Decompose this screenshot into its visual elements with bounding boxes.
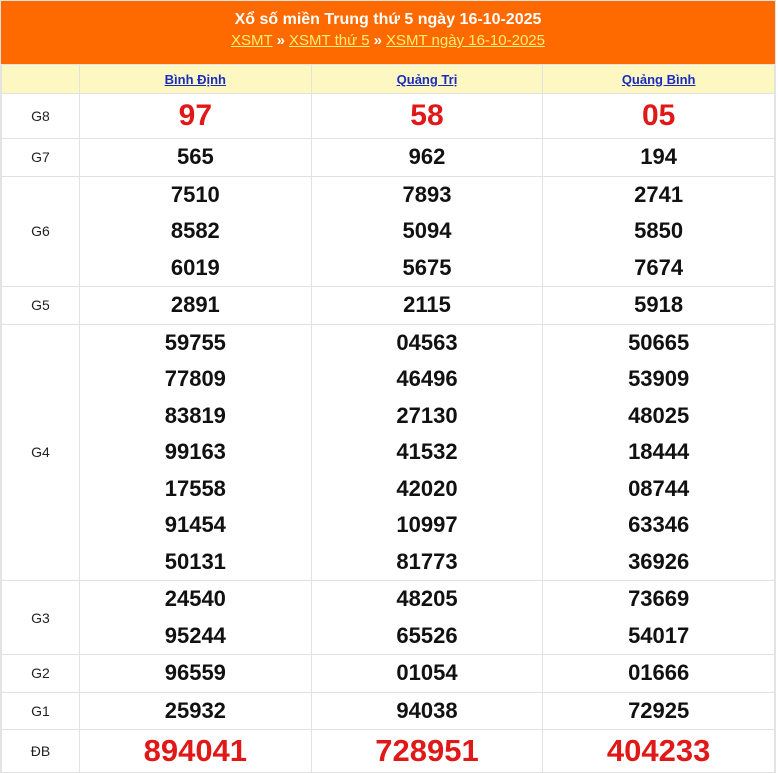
prize-number: 728951 <box>375 733 479 768</box>
prize-number: 404233 <box>606 733 711 768</box>
page-title: Xổ số miền Trung thứ 5 ngày 16-10-2025 <box>234 11 542 28</box>
breadcrumb-xsmt-thu-5[interactable]: XSMT thứ 5 <box>289 32 370 49</box>
prize-cell <box>311 324 543 581</box>
results-body <box>2 94 775 773</box>
prize-number: 54017 <box>628 622 690 648</box>
breadcrumb-separator: » <box>276 32 286 49</box>
prize-number: 41532 <box>396 439 458 464</box>
prize-number: 36926 <box>628 548 690 574</box>
prize-number: 7674 <box>634 254 684 280</box>
prize-cell <box>80 287 312 325</box>
prize-number: 72925 <box>628 697 690 723</box>
prize-number: 42020 <box>396 475 458 501</box>
prize-cell <box>311 287 543 325</box>
prize-number: 5675 <box>402 254 452 280</box>
prize-number: 48025 <box>628 402 690 428</box>
prize-label: G2 <box>2 655 80 693</box>
prize-number: 99163 <box>164 439 226 464</box>
results-header <box>1 1 775 64</box>
prize-number: 05 <box>641 99 676 132</box>
prize-number: 5094 <box>402 218 452 243</box>
prize-label: G3 <box>2 581 80 655</box>
prize-number: 2891 <box>170 292 220 317</box>
prize-number: 10997 <box>396 512 458 537</box>
prize-number: 50131 <box>164 548 226 574</box>
prize-cell <box>311 94 543 139</box>
prize-number: 48205 <box>396 586 458 611</box>
prize-cell <box>311 176 543 287</box>
prize-row-g3 <box>2 581 775 655</box>
prize-number: 5918 <box>634 292 684 317</box>
prize-number: 962 <box>408 144 446 169</box>
prize-number: 01666 <box>628 660 690 685</box>
prize-number: 25932 <box>164 697 226 723</box>
prize-cell <box>80 324 312 581</box>
prize-number: 65526 <box>396 622 458 648</box>
prize-cell <box>80 176 312 287</box>
prize-label: G6 <box>2 176 80 287</box>
prize-number: 2741 <box>634 181 684 207</box>
prize-number: 77809 <box>164 366 226 391</box>
prize-cell <box>543 692 775 730</box>
prize-label: ĐB <box>2 730 80 773</box>
prize-number: 94038 <box>396 697 458 723</box>
prize-cell <box>543 287 775 325</box>
prize-cell <box>311 730 543 773</box>
prize-number: 7893 <box>402 181 452 207</box>
prize-label: G1 <box>2 692 80 730</box>
breadcrumb-xsmt[interactable]: XSMT <box>231 32 273 49</box>
prize-number: 46496 <box>396 366 458 391</box>
prize-number: 63346 <box>628 512 690 537</box>
prize-cell <box>80 94 312 139</box>
breadcrumb-separator: » <box>373 32 382 49</box>
prize-number: 08744 <box>628 475 690 501</box>
prize-number: 83819 <box>164 402 226 428</box>
prize-column-header <box>2 65 80 94</box>
prize-number: 59755 <box>164 329 226 355</box>
prize-number: 194 <box>640 144 678 169</box>
province-header <box>311 65 543 94</box>
prize-number: 565 <box>176 144 214 169</box>
results-table <box>1 64 775 773</box>
prize-row-đb <box>2 730 775 773</box>
breadcrumb-xsmt-ngay[interactable]: XSMT ngày 16-10-2025 <box>385 32 545 49</box>
prize-number: 18444 <box>628 439 690 464</box>
prize-number: 6019 <box>170 254 220 280</box>
prize-cell <box>543 324 775 581</box>
prize-number: 04563 <box>396 329 458 355</box>
prize-cell <box>311 581 543 655</box>
province-link-quang-binh[interactable]: Quảng Bình <box>621 71 696 87</box>
prize-number: 58 <box>410 99 444 132</box>
prize-cell <box>80 139 312 177</box>
prize-row-g4 <box>2 324 775 581</box>
prize-cell <box>80 730 312 773</box>
prize-row-g1 <box>2 692 775 730</box>
prize-number: 97 <box>178 99 213 132</box>
prize-label: G4 <box>2 324 80 581</box>
prize-label: G8 <box>2 94 80 139</box>
prize-number: 5850 <box>634 218 684 243</box>
prize-number: 27130 <box>396 402 458 428</box>
prize-cell <box>311 692 543 730</box>
prize-number: 01054 <box>396 660 458 685</box>
table-header-row <box>2 65 775 94</box>
prize-number: 96559 <box>164 660 226 685</box>
prize-cell <box>543 176 775 287</box>
prize-cell <box>311 655 543 693</box>
prize-cell <box>543 581 775 655</box>
prize-row-g6 <box>2 176 775 287</box>
prize-cell <box>543 139 775 177</box>
prize-cell <box>311 139 543 177</box>
prize-row-g8 <box>2 94 775 139</box>
prize-number: 91454 <box>164 512 226 537</box>
prize-number: 894041 <box>143 733 248 768</box>
prize-number: 8582 <box>170 218 220 243</box>
breadcrumb <box>1 31 775 51</box>
prize-label: G7 <box>2 139 80 177</box>
prize-cell <box>543 730 775 773</box>
prize-number: 81773 <box>396 548 458 574</box>
prize-row-g2 <box>2 655 775 693</box>
prize-row-g5 <box>2 287 775 325</box>
prize-number: 7510 <box>170 181 220 207</box>
prize-cell <box>80 692 312 730</box>
prize-number: 50665 <box>628 329 690 355</box>
prize-cell <box>543 94 775 139</box>
prize-label: G5 <box>2 287 80 325</box>
prize-number: 17558 <box>164 475 226 501</box>
province-link-quang-tri[interactable]: Quảng Trị <box>396 71 458 87</box>
prize-number: 2115 <box>403 292 451 317</box>
prize-row-g7 <box>2 139 775 177</box>
prize-cell <box>543 655 775 693</box>
prize-cell <box>80 655 312 693</box>
prize-number: 73669 <box>628 586 690 611</box>
province-link-binh-dinh[interactable]: Bình Định <box>164 71 227 87</box>
province-header <box>80 65 312 94</box>
province-header <box>543 65 775 94</box>
prize-number: 53909 <box>628 366 690 391</box>
prize-number: 24540 <box>164 586 226 611</box>
prize-number: 95244 <box>164 622 226 648</box>
prize-cell <box>80 581 312 655</box>
